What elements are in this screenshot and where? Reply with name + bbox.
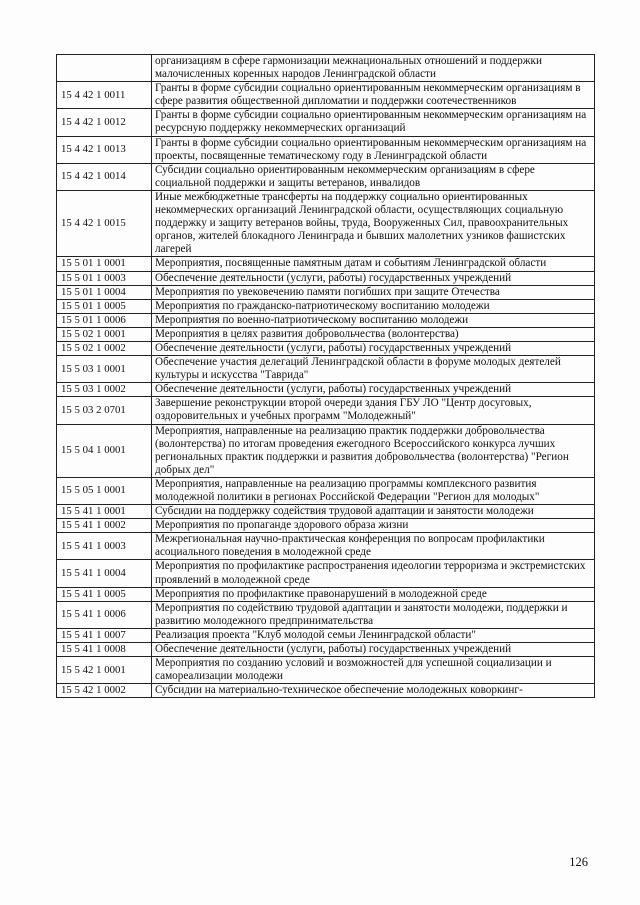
description-cell: Обеспечение деятельности (услуги, работы) государственных учреждений (152, 383, 595, 397)
description-cell: Субсидии на материально-техническое обеспечение молодежных коворкинг- (152, 684, 595, 698)
description-cell: Гранты в форме субсидии социально ориентированным некоммерческим организациям на проекты, посвященные тематическому году в Ленинградской области (152, 136, 595, 163)
table-row (57, 601, 595, 628)
budget-code-cell: 15 4 42 1 0013 (57, 136, 152, 163)
table-row (57, 136, 595, 163)
budget-code-cell: 15 5 41 1 0003 (57, 533, 152, 560)
table-row (57, 82, 595, 109)
description-cell: Мероприятия в целях развития добровольчества (волонтерства) (152, 327, 595, 341)
budget-code-cell: 15 5 41 1 0008 (57, 643, 152, 657)
budget-code-cell: 15 5 42 1 0001 (57, 657, 152, 684)
budget-code-cell: 15 4 42 1 0015 (57, 190, 152, 256)
description-cell: Иные межбюджетные трансферты на поддержку социально ориентированных некоммерческих организаций Ленинградской области, осуществляющих социальную поддержку и защиту ветеранов войны, труда, Вооруженных Сил, правоохранительных органов, жителей блокадного Ленинграда и бывших малолетних узников фашистских лагерей (152, 190, 595, 256)
table-row (57, 190, 595, 256)
table-row (57, 628, 595, 642)
budget-code-cell (57, 55, 152, 82)
table-row (57, 299, 595, 313)
budget-code-cell: 15 5 03 1 0001 (57, 356, 152, 383)
budget-code-table (56, 54, 595, 698)
budget-code-cell: 15 5 04 1 0001 (57, 424, 152, 477)
table-row (57, 587, 595, 601)
description-cell: Гранты в форме субсидии социально ориентированным некоммерческим организациям на ресурсную поддержку некоммерческих организаций (152, 109, 595, 136)
table-row (57, 257, 595, 271)
budget-code-cell: 15 5 01 1 0003 (57, 271, 152, 285)
budget-code-cell: 15 5 05 1 0001 (57, 477, 152, 504)
description-cell: Обеспечение деятельности (услуги, работы) государственных учреждений (152, 341, 595, 355)
table-row (57, 560, 595, 587)
budget-code-cell: 15 5 03 1 0002 (57, 383, 152, 397)
description-cell: организациям в сфере гармонизации межнациональных отношений и поддержки малочисленных коренных народов Ленинградской области (152, 55, 595, 82)
budget-code-cell: 15 5 01 1 0005 (57, 299, 152, 313)
description-cell: Мероприятия, направленные на реализацию программы комплексного развития молодежной политики в регионах Российской Федерации "Регион для молодых" (152, 477, 595, 504)
description-cell: Мероприятия по профилактике распространения идеологии терроризма и экстремистских проявлений в молодежной среде (152, 560, 595, 587)
budget-code-cell: 15 5 41 1 0007 (57, 628, 152, 642)
table-row (57, 657, 595, 684)
description-cell: Мероприятия, посвященные памятным датам и событиям Ленинградской области (152, 257, 595, 271)
table-row (57, 327, 595, 341)
description-cell: Мероприятия по гражданско-патриотическому воспитанию молодежи (152, 299, 595, 313)
budget-code-cell: 15 5 02 1 0002 (57, 341, 152, 355)
budget-code-cell: 15 5 01 1 0004 (57, 285, 152, 299)
table-row (57, 341, 595, 355)
table-row (57, 519, 595, 533)
description-cell: Обеспечение участия делегаций Ленинградской области в форуме молодых деятелей культуры и искусства "Таврида" (152, 356, 595, 383)
description-cell: Обеспечение деятельности (услуги, работы) государственных учреждений (152, 643, 595, 657)
budget-code-cell: 15 4 42 1 0014 (57, 163, 152, 190)
page-number: 126 (569, 855, 588, 869)
description-cell: Мероприятия по военно-патриотическому воспитанию молодежи (152, 313, 595, 327)
budget-code-cell: 15 4 42 1 0011 (57, 82, 152, 109)
budget-code-cell: 15 5 03 2 0701 (57, 397, 152, 424)
description-cell: Субсидии социально ориентированным некоммерческим организациям в сфере социальной поддержки и защиты ветеранов, инвалидов (152, 163, 595, 190)
table-row (57, 684, 595, 698)
table-row (57, 505, 595, 519)
description-cell: Субсидии на поддержку содействия трудовой адаптации и занятости молодежи (152, 505, 595, 519)
budget-code-cell: 15 5 41 1 0002 (57, 519, 152, 533)
description-cell: Завершение реконструкции второй очереди здания ГБУ ЛО "Центр досуговых, оздоровительных и учебных программ "Молодежный" (152, 397, 595, 424)
description-cell: Мероприятия, направленные на реализацию практик поддержки добровольчества (волонтерства) по итогам проведения ежегодного Всероссийского конкурса лучших региональных практик поддержки и развития добровольчества (волонтерства) "Регион добрых дел" (152, 424, 595, 477)
table-row (57, 397, 595, 424)
table-body (57, 55, 595, 698)
budget-code-cell: 15 5 41 1 0001 (57, 505, 152, 519)
description-cell: Мероприятия по созданию условий и возможностей для успешной социализации и самореализации молодежи (152, 657, 595, 684)
table-row (57, 356, 595, 383)
table-row (57, 109, 595, 136)
table-row (57, 285, 595, 299)
budget-code-cell: 15 5 01 1 0006 (57, 313, 152, 327)
table-row (57, 383, 595, 397)
table-row (57, 313, 595, 327)
table-row (57, 424, 595, 477)
budget-code-cell: 15 5 41 1 0004 (57, 560, 152, 587)
description-cell: Гранты в форме субсидии социально ориентированным некоммерческим организациям в сфере развития общественной дипломатии и поддержки соотечественников (152, 82, 595, 109)
budget-code-cell: 15 5 41 1 0005 (57, 587, 152, 601)
description-cell: Реализация проекта "Клуб молодой семьи Ленинградской области" (152, 628, 595, 642)
description-cell: Мероприятия по профилактике правонарушений в молодежной среде (152, 587, 595, 601)
description-cell: Межрегиональная научно-практическая конференция по вопросам профилактики асоциального поведения в молодежной среде (152, 533, 595, 560)
table-row (57, 55, 595, 82)
budget-code-cell: 15 5 42 1 0002 (57, 684, 152, 698)
budget-code-cell: 15 5 41 1 0006 (57, 601, 152, 628)
table-row (57, 643, 595, 657)
description-cell: Мероприятия по увековечению памяти погибших при защите Отечества (152, 285, 595, 299)
budget-code-cell: 15 5 01 1 0001 (57, 257, 152, 271)
budget-code-cell: 15 4 42 1 0012 (57, 109, 152, 136)
table-row (57, 163, 595, 190)
description-cell: Обеспечение деятельности (услуги, работы) государственных учреждений (152, 271, 595, 285)
budget-code-cell: 15 5 02 1 0001 (57, 327, 152, 341)
description-cell: Мероприятия по содействию трудовой адаптации и занятости молодежи, поддержки и развитию молодежного предпринимательства (152, 601, 595, 628)
table-row (57, 477, 595, 504)
table-row (57, 533, 595, 560)
description-cell: Мероприятия по пропаганде здорового образа жизни (152, 519, 595, 533)
table-row (57, 271, 595, 285)
